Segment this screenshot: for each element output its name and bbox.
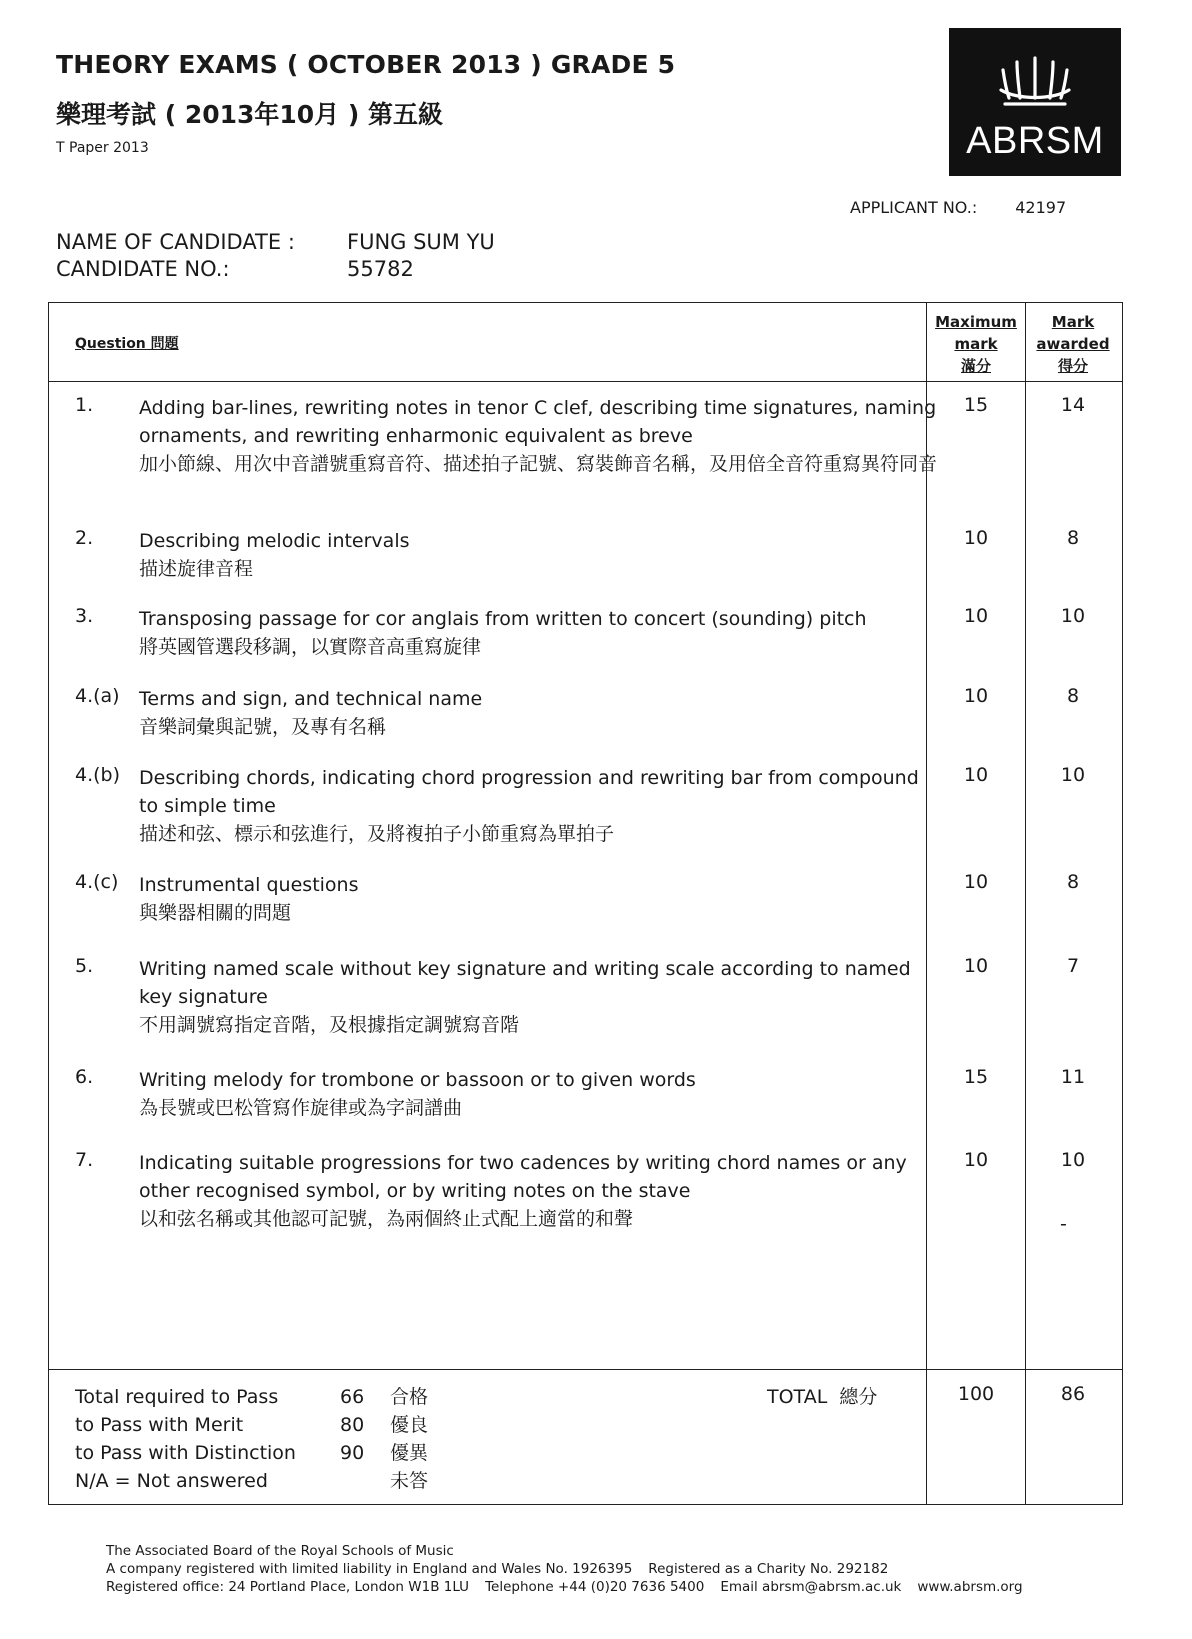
question-text-en: Describing melodic intervals [139, 530, 410, 552]
question-number: 7. [75, 1149, 94, 1171]
footer-telephone: Telephone +44 (0)20 7636 5400 [485, 1579, 705, 1595]
question-text [139, 1149, 939, 1233]
question-text-en: Writing melody for trombone or bassoon or to given words [139, 1069, 696, 1091]
totals-divider [49, 1369, 1122, 1370]
footer [106, 1542, 1023, 1596]
awarded-mark: 10 [1060, 1149, 1086, 1171]
question-text-en: Indicating suitable progressions for two cadences by writing chord names or any other recognised symbol, or by writing notes on the stave [139, 1152, 907, 1202]
question-number: 5. [75, 955, 94, 977]
candidate-name-label: NAME OF CANDIDATE : [56, 230, 295, 254]
results-table [48, 302, 1123, 1505]
awarded-mark: 8 [1066, 685, 1080, 707]
crown-icon [995, 54, 1075, 110]
total-label: TOTAL 總分 [767, 1386, 878, 1408]
applicant-label: APPLICANT NO.: [850, 198, 978, 217]
question-text [139, 527, 939, 583]
max-mark-header: Maximum mark 滿分 [935, 313, 1017, 375]
question-text-zh: 為長號或巴松管寫作旋律或為字詞譜曲 [139, 1097, 463, 1119]
max-mark: 10 [963, 605, 989, 627]
question-text [139, 394, 939, 478]
max-mark: 10 [963, 871, 989, 893]
question-text [139, 871, 939, 927]
total-max-mark: 100 [957, 1383, 995, 1405]
mark-awarded-header: Mark awarded 得分 [1036, 313, 1110, 375]
question-text-en: Describing chords, indicating chord progression and rewriting bar from compound to simple time [139, 767, 919, 817]
max-mark: 10 [963, 955, 989, 977]
question-text-zh: 音樂詞彙與記號，及專有名稱 [139, 716, 387, 738]
question-number: 4.(c) [75, 871, 119, 893]
distinction-value: 90 [340, 1442, 365, 1464]
question-text [139, 955, 939, 1039]
question-text-zh: 描述旋律音程 [139, 558, 254, 580]
distinction-zh: 優異 [390, 1442, 429, 1464]
footer-charity: Registered as a Charity No. 292182 [648, 1561, 889, 1577]
footer-website: www.abrsm.org [917, 1579, 1023, 1595]
max-mark: 10 [963, 1149, 989, 1171]
awarded-mark: 8 [1066, 527, 1080, 549]
question-number: 4.(a) [75, 685, 120, 707]
pass-value: 66 [340, 1386, 365, 1408]
question-number: 2. [75, 527, 94, 549]
question-text-zh: 將英國管選段移調，以實際音高重寫旋律 [139, 636, 482, 658]
pass-thresholds [75, 1383, 428, 1495]
max-mark: 10 [963, 685, 989, 707]
question-number: 6. [75, 1066, 94, 1088]
header-divider [49, 381, 1122, 382]
max-mark: 10 [963, 764, 989, 786]
question-text-zh: 不用調號寫指定音階，及根據指定調號寫音階 [139, 1014, 520, 1036]
max-mark: 15 [963, 1066, 989, 1088]
question-number: 1. [75, 394, 94, 416]
merit-value: 80 [340, 1414, 365, 1436]
candidate-no-label: CANDIDATE NO.: [56, 257, 230, 281]
footer-email: Email abrsm@abrsm.ac.uk [720, 1579, 902, 1595]
column-divider [1025, 303, 1026, 1504]
candidate-no: 55782 [347, 257, 414, 281]
max-mark: 10 [963, 527, 989, 549]
question-text-en: Writing named scale without key signature and writing scale according to named key signature [139, 958, 911, 1008]
question-text-zh: 描述和弦、標示和弦進行，及將複拍子小節重寫為單拍子 [139, 823, 615, 845]
applicant-value: 42197 [1015, 198, 1067, 217]
question-text-en: Terms and sign, and technical name [139, 688, 483, 710]
question-text-en: Instrumental questions [139, 874, 359, 896]
applicant-number [850, 198, 1066, 217]
question-text-en: Adding bar-lines, rewriting notes in tenor C clef, describing time signatures, naming ornaments, and rewriting enharmonic equivalent as breve [139, 397, 937, 447]
question-header: Question 問題 [75, 336, 179, 352]
exam-title-zh: 樂理考試 ( 2013年10月 ) 第五級 [56, 100, 444, 129]
question-text-zh: 加小節線、用次中音譜號重寫音符、描述拍子記號、寫裝飾音名稱，及用倍全音符重寫異符同音 [139, 453, 938, 475]
question-text-en: Transposing passage for cor anglais from written to concert (sounding) pitch [139, 608, 867, 630]
logo-text: ABRSM [966, 120, 1104, 162]
awarded-mark: 14 [1060, 394, 1086, 416]
question-text [139, 605, 939, 661]
awarded-mark: 8 [1066, 871, 1080, 893]
question-text-zh: 與樂器相關的問題 [139, 902, 292, 924]
na-label: N/A = Not answered [75, 1470, 268, 1492]
abrsm-logo [949, 28, 1121, 176]
footer-office: Registered office: 24 Portland Place, London W1B 1LU [106, 1579, 470, 1595]
candidate-name: FUNG SUM YU [347, 230, 495, 254]
awarded-mark: 11 [1060, 1066, 1086, 1088]
question-number: 3. [75, 605, 94, 627]
paper-label: T Paper 2013 [56, 140, 149, 156]
distinction-label: to Pass with Distinction [75, 1442, 296, 1464]
awarded-mark: 10 [1060, 605, 1086, 627]
mark-dash: - [1060, 1213, 1067, 1235]
exam-title-en: THEORY EXAMS ( OCTOBER 2013 ) GRADE 5 [56, 50, 676, 79]
question-text-zh: 以和弦名稱或其他認可記號，為兩個終止式配上適當的和聲 [139, 1208, 634, 1230]
question-text [139, 1066, 939, 1122]
awarded-mark: 7 [1066, 955, 1080, 977]
question-number: 4.(b) [75, 764, 121, 786]
question-text [139, 685, 939, 741]
merit-label: to Pass with Merit [75, 1414, 244, 1436]
question-text [139, 764, 939, 848]
total-awarded-mark: 86 [1060, 1383, 1086, 1405]
max-mark: 15 [963, 394, 989, 416]
na-zh: 未答 [390, 1470, 429, 1492]
footer-company: A company registered with limited liability in England and Wales No. 1926395 [106, 1561, 633, 1577]
merit-zh: 優良 [390, 1414, 429, 1436]
pass-label: Total required to Pass [75, 1386, 279, 1408]
pass-zh: 合格 [390, 1386, 429, 1408]
awarded-mark: 10 [1060, 764, 1086, 786]
footer-org: The Associated Board of the Royal Schools of Music [106, 1543, 454, 1559]
